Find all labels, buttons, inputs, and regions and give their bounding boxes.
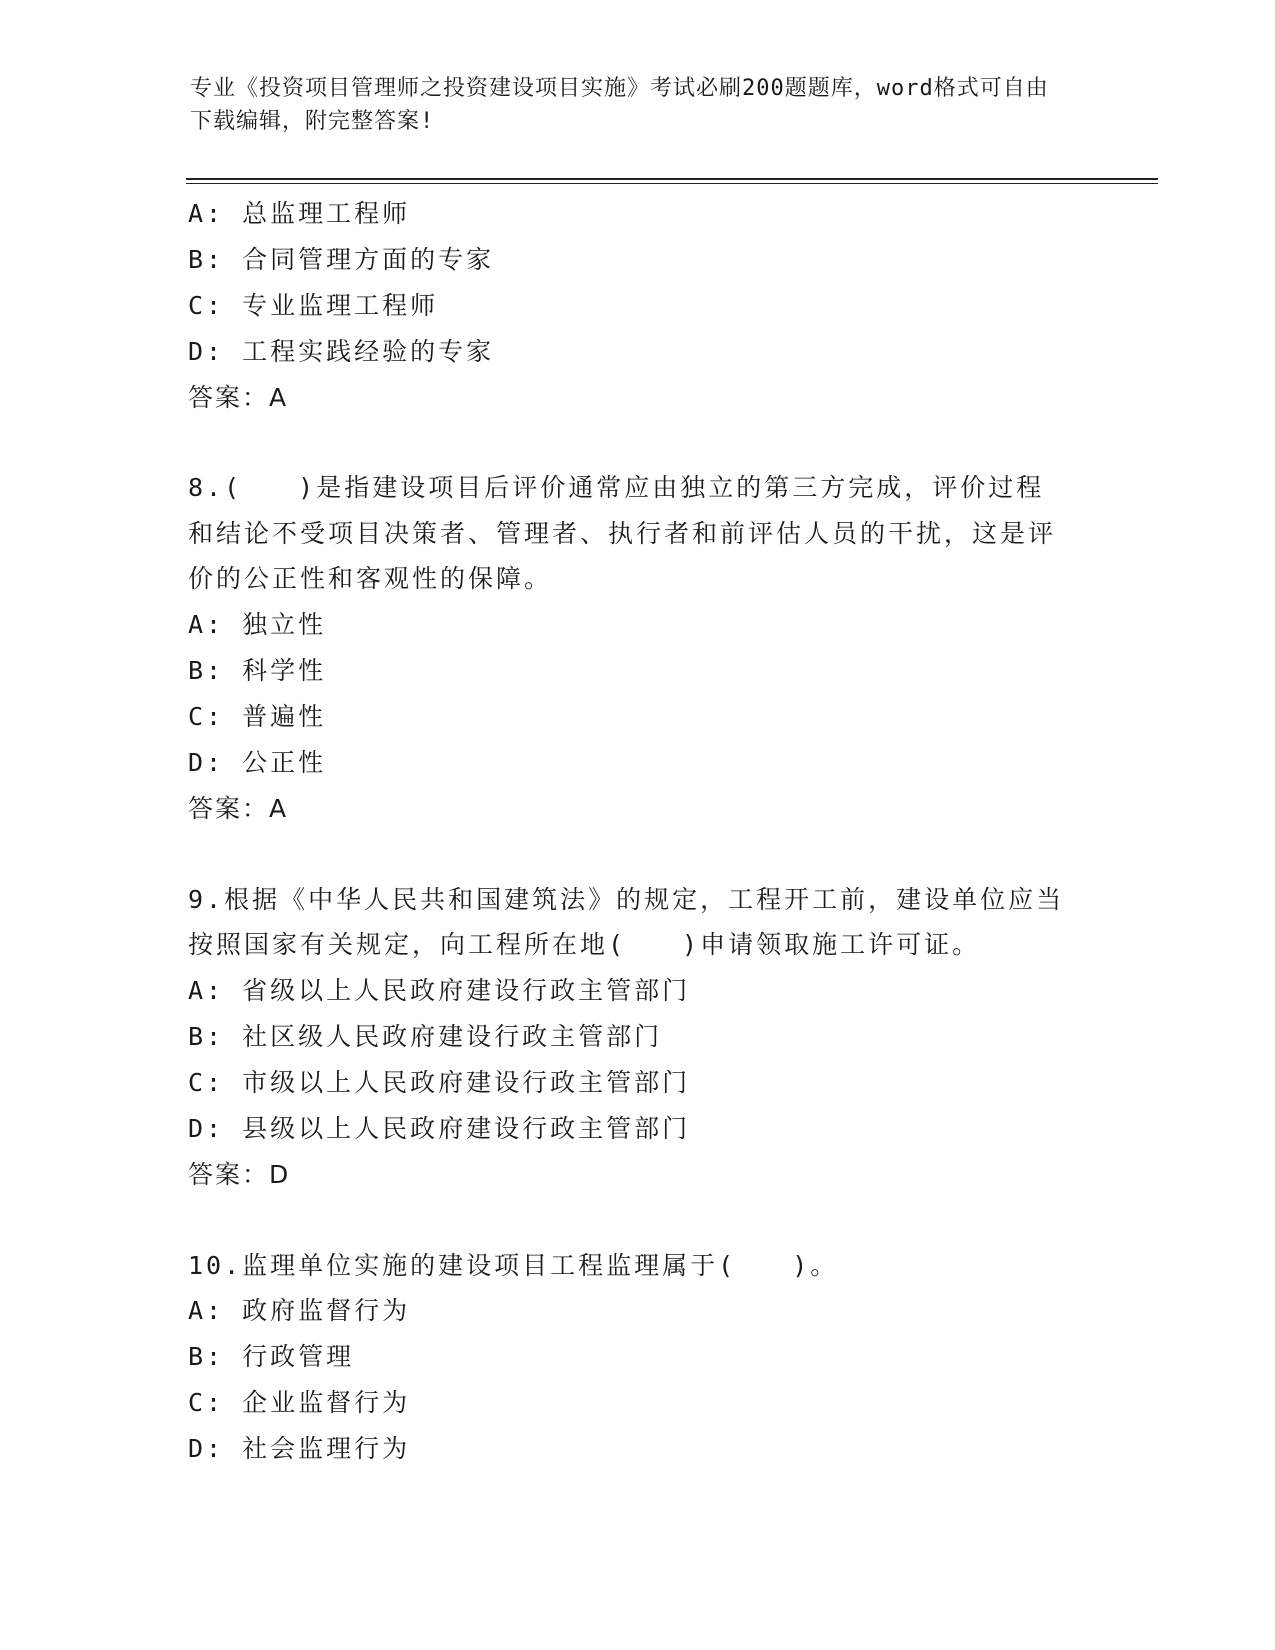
answer-line: 答案：A <box>188 793 289 823</box>
option-a: A: 总监理工程师 <box>188 199 411 228</box>
option-a: A: 政府监督行为 <box>188 1296 411 1325</box>
question-8-block <box>188 465 1088 832</box>
option-d: D: 社会监理行为 <box>188 1434 411 1463</box>
option-d: D: 县级以上人民政府建设行政主管部门 <box>188 1113 691 1143</box>
question-stem: 8.( )是指建设项目后评价通常应由独立的第三方完成，评价过程和结论不受项目决策者、管理者、执行者和前评估人员的干扰，这是评价的公正性和客观性的保障。 <box>188 473 1057 593</box>
question-9-block <box>188 877 1088 1198</box>
option-d: D: 公正性 <box>188 747 327 777</box>
question-stem: 10.监理单位实施的建设项目工程监理属于( )。 <box>188 1250 839 1280</box>
option-c: C: 企业监督行为 <box>188 1388 411 1417</box>
option-b: B: 社区级人民政府建设行政主管部门 <box>188 1021 663 1051</box>
answer-line: 答案：A <box>188 383 289 412</box>
option-c: C: 市级以上人民政府建设行政主管部门 <box>188 1067 691 1097</box>
header-divider-thin <box>186 183 1158 184</box>
option-a: A: 省级以上人民政府建设行政主管部门 <box>188 975 691 1005</box>
question-10-block <box>188 1243 1088 1473</box>
document-header: 专业《投资项目管理师之投资建设项目实施》考试必刷200题题库，word格式可自由下载编辑，附完整答案! <box>190 76 1049 134</box>
option-b: B: 行政管理 <box>188 1342 355 1371</box>
option-c: C: 普遍性 <box>188 701 327 731</box>
option-d: D: 工程实践经验的专家 <box>188 337 495 366</box>
option-b: B: 合同管理方面的专家 <box>188 245 495 274</box>
header-divider-thick <box>186 178 1158 180</box>
option-a: A: 独立性 <box>188 609 327 639</box>
question-stem: 9.根据《中华人民共和国建筑法》的规定，工程开工前，建设单位应当按照国家有关规定，向工程所在地( )申请领取施工许可证。 <box>188 884 1065 959</box>
answer-line: 答案：D <box>188 1159 291 1189</box>
document-body <box>188 191 1088 1472</box>
option-c: C: 专业监理工程师 <box>188 291 439 320</box>
option-b: B: 科学性 <box>188 655 327 685</box>
question-7-block <box>188 191 1088 421</box>
